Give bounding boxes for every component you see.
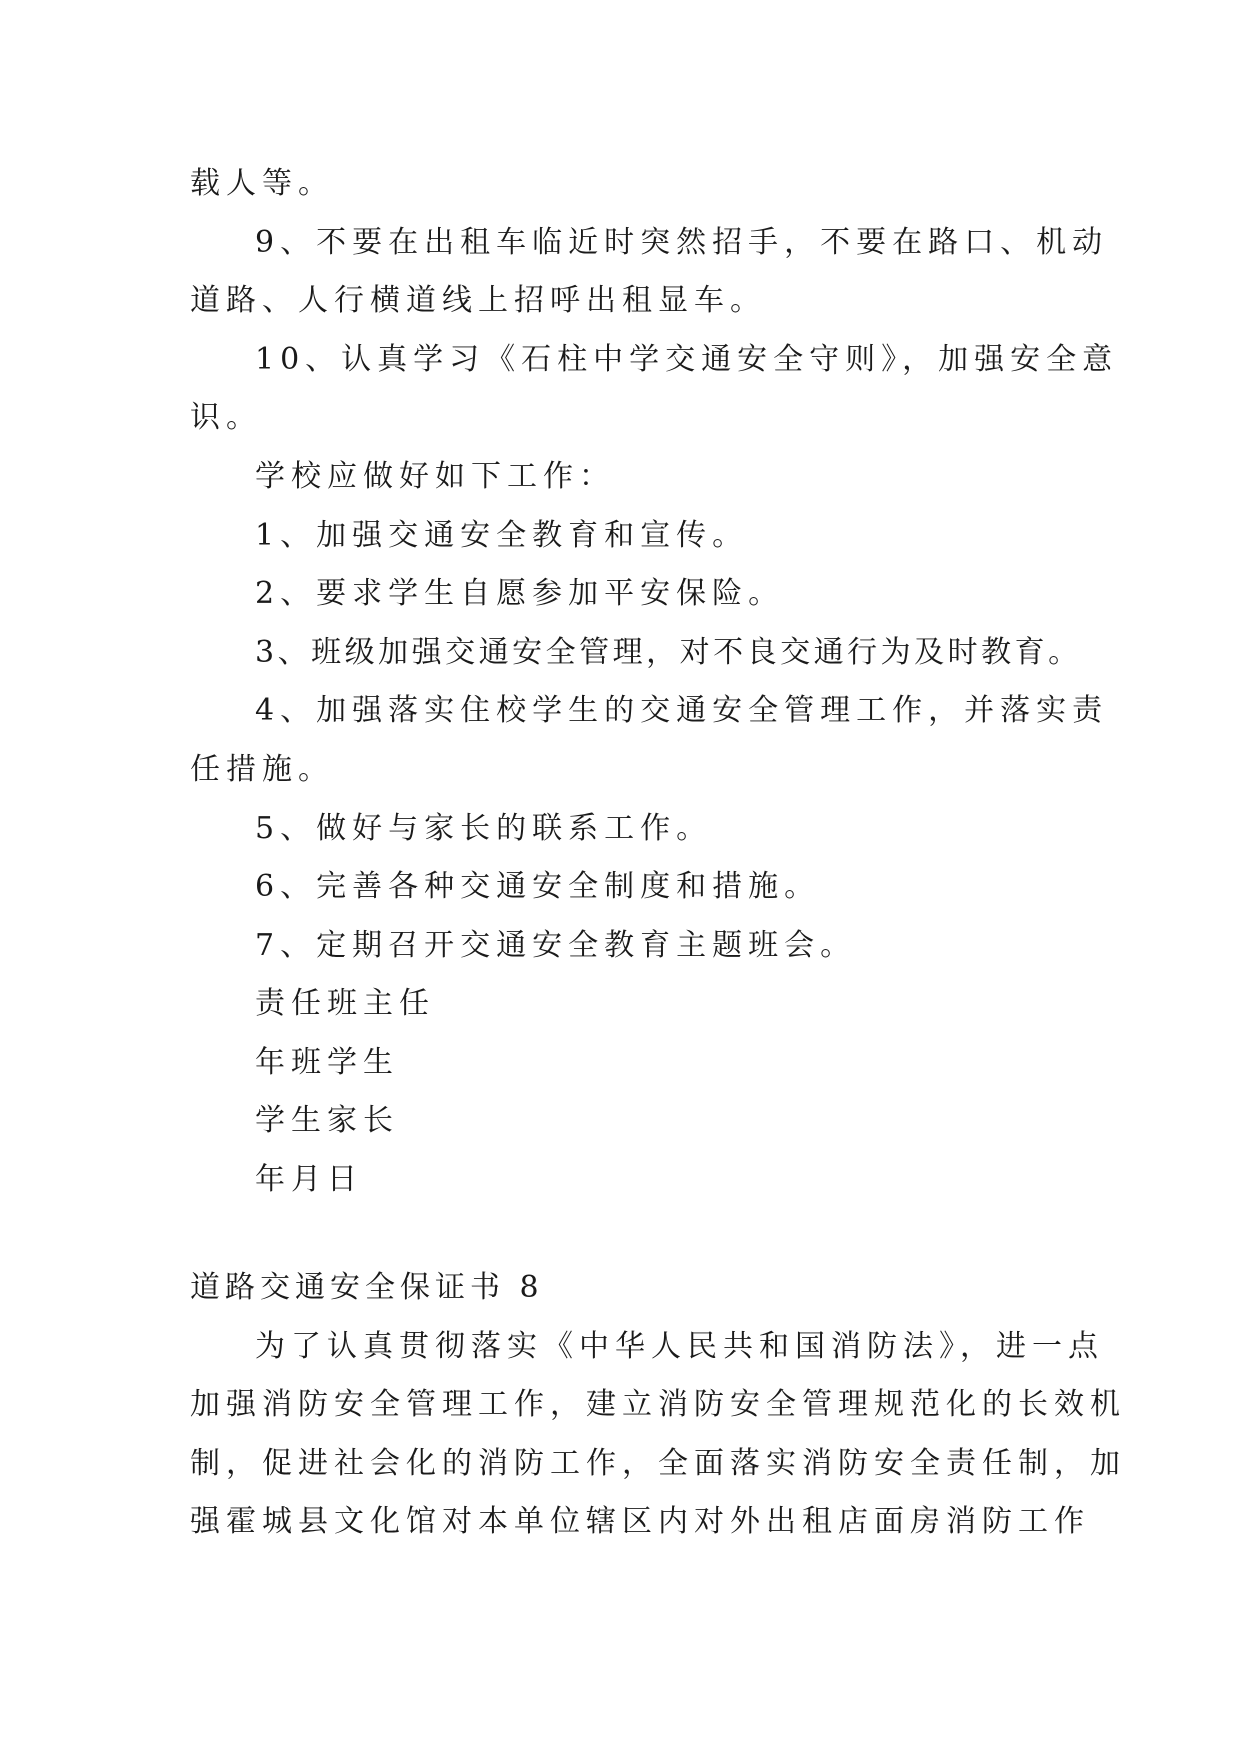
signature-parent: 学生家长 xyxy=(255,1103,399,1138)
paragraph-line: 任措施。 xyxy=(190,752,334,787)
signature-student: 年班学生 xyxy=(255,1045,399,1080)
section-title: 道路交通安全保证书 8 xyxy=(190,1270,544,1305)
paragraph-line: 制，促进社会化的消防工作，全面落实消防安全责任制，加 xyxy=(190,1446,1126,1481)
list-item-5: 5、做好与家长的联系工作。 xyxy=(255,811,713,846)
signature-teacher: 责任班主任 xyxy=(255,986,435,1021)
paragraph-line: 载人等。 xyxy=(190,166,334,201)
list-item-10: 10、认真学习《石柱中学交通安全守则》，加强安全意 xyxy=(255,342,1119,377)
list-item-2: 2、要求学生自愿参加平安保险。 xyxy=(255,576,785,611)
list-item-3: 3、班级加强交通安全管理，对不良交通行为及时教育。 xyxy=(255,635,1082,670)
list-item-7: 7、定期召开交通安全教育主题班会。 xyxy=(255,928,857,963)
list-item-6: 6、完善各种交通安全制度和措施。 xyxy=(255,869,821,904)
section-heading: 学校应做好如下工作： xyxy=(255,459,615,494)
signature-date: 年月日 xyxy=(255,1162,363,1197)
paragraph-line: 强霍城县文化馆对本单位辖区内对外出租店面房消防工作 xyxy=(190,1504,1090,1539)
list-item-1: 1、加强交通安全教育和宣传。 xyxy=(255,518,749,553)
paragraph-line: 加强消防安全管理工作，建立消防安全管理规范化的长效机 xyxy=(190,1387,1126,1422)
list-item-9: 9、不要在出租车临近时突然招手，不要在路口、机动 xyxy=(255,225,1109,260)
list-item-4: 4、加强落实住校学生的交通安全管理工作，并落实责 xyxy=(255,693,1109,728)
paragraph-line: 为了认真贯彻落实《中华人民共和国消防法》，进一点 xyxy=(255,1329,1104,1364)
paragraph-line: 道路、人行横道线上招呼出租显车。 xyxy=(190,283,766,318)
paragraph-line: 识。 xyxy=(190,400,262,435)
